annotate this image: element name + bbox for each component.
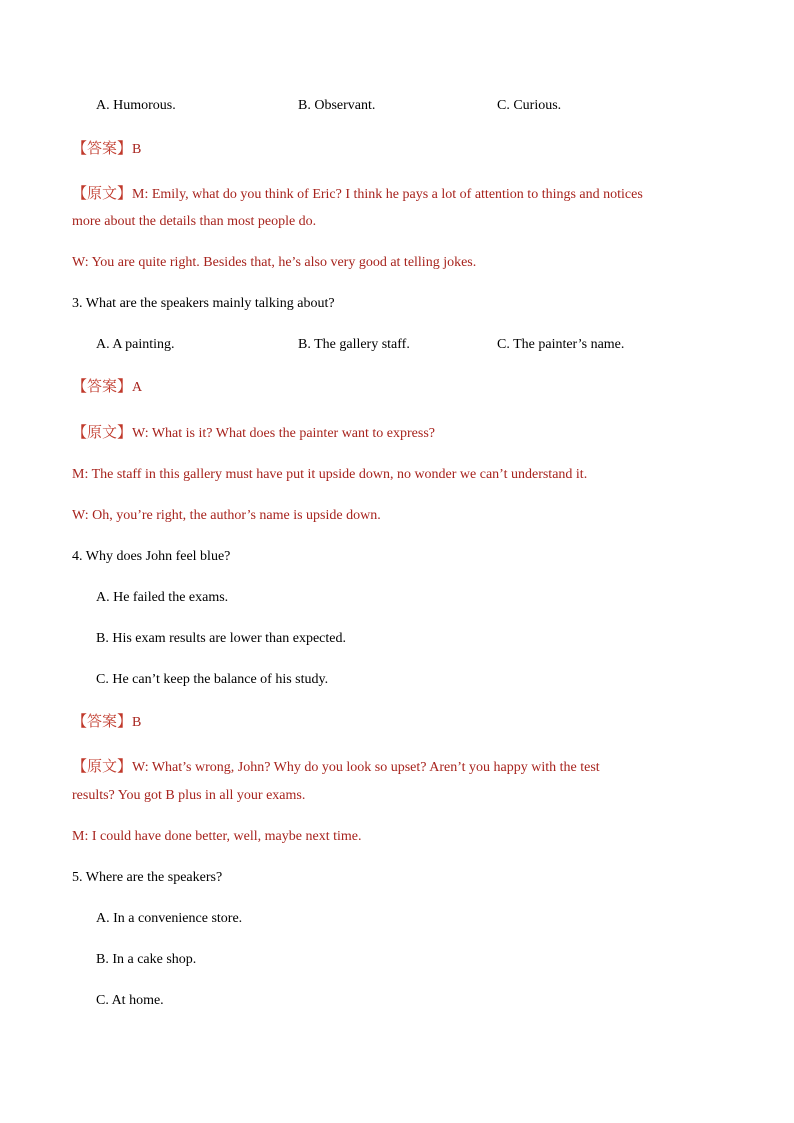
q2-option-b: B. Observant. — [298, 98, 376, 113]
q4-option-b: B. His exam results are lower than expected. — [96, 631, 346, 646]
q2-answer — [72, 139, 141, 159]
transcript-text: M: Emily, what do you think of Eric? I think he pays a lot of attention to things and notices — [132, 187, 643, 202]
q3-transcript-line-2: M: The staff in this gallery must have put it upside down, no wonder we can’t understand it. — [72, 467, 588, 482]
transcript-text: W: What’s wrong, John? Why do you look so upset? Aren’t you happy with the test — [132, 760, 600, 775]
q2-transcript-line-3: W: You are quite right. Besides that, he’s also very good at telling jokes. — [72, 255, 477, 270]
transcript-tag: 【原文】 — [72, 757, 133, 775]
q5-option-c: C. At home. — [96, 993, 164, 1008]
q2-option-a: A. Humorous. — [96, 98, 176, 113]
q3-option-b: B. The gallery staff. — [298, 337, 410, 352]
q3-transcript-line-1 — [72, 423, 435, 443]
transcript-tag: 【原文】 — [72, 423, 133, 441]
q5-option-a: A. In a convenience store. — [96, 911, 243, 926]
q4-question: 4. Why does John feel blue? — [72, 549, 231, 564]
q3-question: 3. What are the speakers mainly talking about? — [72, 296, 335, 311]
transcript-text: W: What is it? What does the painter want to express? — [132, 426, 435, 441]
answer-tag: 【答案】 — [72, 712, 133, 730]
answer-tag: 【答案】 — [72, 139, 133, 157]
q4-option-a: A. He failed the exams. — [96, 590, 229, 605]
answer-value: B — [132, 715, 142, 730]
q3-option-a: A. A painting. — [96, 337, 175, 352]
q2-transcript-line-2: more about the details than most people do. — [72, 214, 317, 229]
q5-question: 5. Where are the speakers? — [72, 870, 223, 885]
q4-transcript-line-2: results? You got B plus in all your exams. — [72, 788, 306, 803]
answer-value: B — [132, 142, 142, 157]
q4-answer — [72, 712, 141, 732]
q4-option-c: C. He can’t keep the balance of his study. — [96, 672, 329, 687]
transcript-tag: 【原文】 — [72, 184, 133, 202]
answer-tag: 【答案】 — [72, 377, 133, 395]
q5-option-b: B. In a cake shop. — [96, 952, 197, 967]
q3-option-c: C. The painter’s name. — [497, 337, 625, 352]
q4-transcript-line-3: M: I could have done better, well, maybe next time. — [72, 829, 362, 844]
q3-transcript-line-3: W: Oh, you’re right, the author’s name is upside down. — [72, 508, 381, 523]
q2-option-c: C. Curious. — [497, 98, 562, 113]
q3-answer — [72, 377, 142, 397]
answer-value: A — [132, 380, 143, 395]
q4-transcript-line-1 — [72, 757, 600, 777]
q2-transcript-line-1 — [72, 184, 643, 204]
